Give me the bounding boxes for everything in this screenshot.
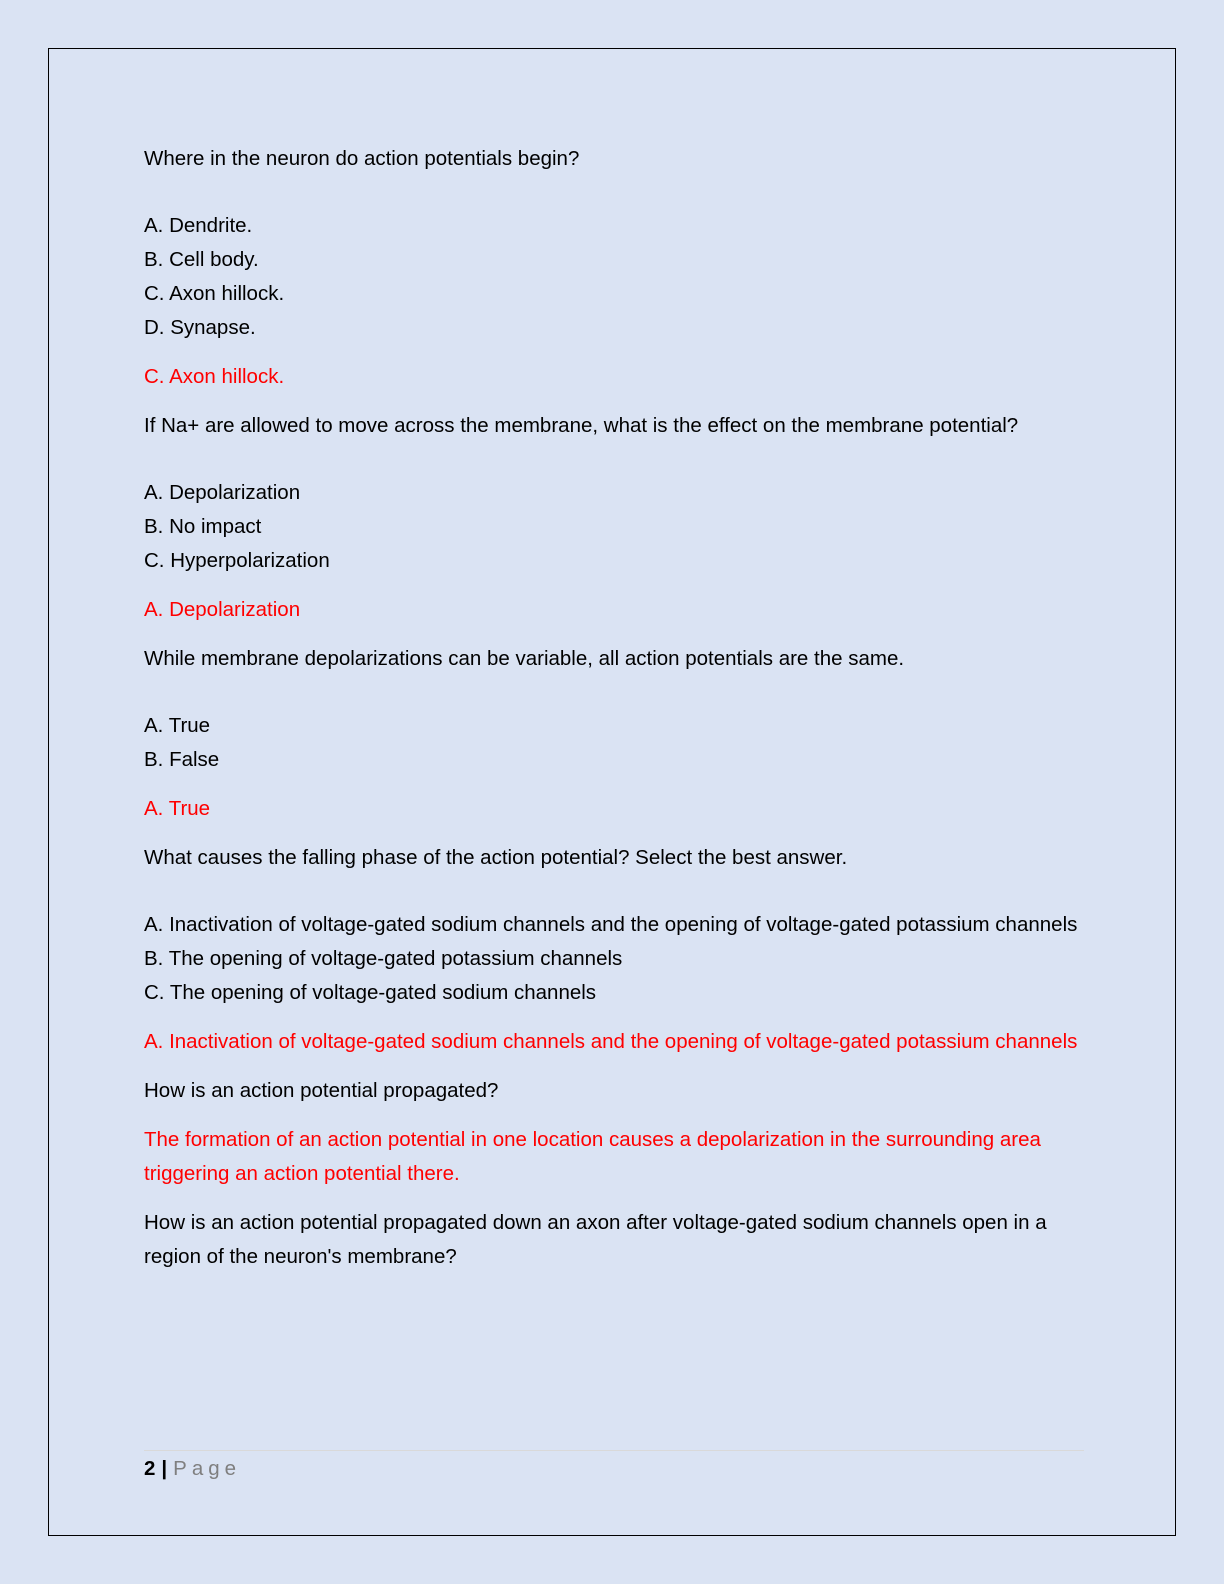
option-item: C. Hyperpolarization — [144, 549, 330, 572]
question-text: Where in the neuron do action potentials begin? — [144, 147, 580, 170]
option-item: B. The opening of voltage-gated potassium channels — [144, 947, 623, 970]
option-list — [144, 908, 1084, 1010]
answer-text: C. Axon hillock. — [144, 365, 285, 388]
page-number: 2 — [144, 1457, 156, 1480]
answer-text: A. True — [144, 797, 211, 820]
question-block-1 — [144, 142, 1084, 394]
answer-text: A. Depolarization — [144, 598, 301, 621]
option-item: B. No impact — [144, 515, 262, 538]
option-list — [144, 209, 1084, 345]
option-item: A. Dendrite. — [144, 214, 253, 237]
question-text: While membrane depolarizations can be variable, all action potentials are the same. — [144, 647, 905, 670]
question-block-3 — [144, 642, 1084, 826]
option-item: A. Depolarization — [144, 481, 301, 504]
question-block-6 — [144, 1206, 1084, 1274]
question-text: How is an action potential propagated? — [144, 1079, 499, 1102]
question-text: If Na+ are allowed to move across the membrane, what is the effect on the membrane potential? — [144, 414, 1019, 437]
answer-text: The formation of an action potential in one location causes a depolarization in the surrounding area triggering an action potential there. — [144, 1128, 1041, 1185]
option-list — [144, 709, 1084, 777]
option-item: C. The opening of voltage-gated sodium channels — [144, 981, 597, 1004]
option-list — [144, 476, 1084, 578]
page-footer — [144, 1454, 241, 1484]
question-block-5 — [144, 1074, 1084, 1191]
question-block-4 — [144, 841, 1084, 1059]
option-item: B. False — [144, 748, 220, 771]
option-item: A. Inactivation of voltage-gated sodium channels and the opening of voltage-gated potassium channels — [144, 913, 1078, 936]
option-item: A. True — [144, 714, 211, 737]
question-text: How is an action potential propagated down an axon after voltage-gated sodium channels open in a region of the neuron's membrane? — [144, 1211, 1047, 1268]
option-item: D. Synapse. — [144, 316, 256, 339]
option-item: B. Cell body. — [144, 248, 259, 271]
option-item: C. Axon hillock. — [144, 282, 285, 305]
page-label: Page — [173, 1457, 242, 1480]
document-content — [144, 142, 1084, 1307]
footer-divider — [144, 1450, 1084, 1451]
question-text: What causes the falling phase of the action potential? Select the best answer. — [144, 846, 848, 869]
question-block-2 — [144, 409, 1084, 627]
answer-text: A. Inactivation of voltage-gated sodium channels and the opening of voltage-gated potassium channels — [144, 1030, 1078, 1053]
footer-separator: | — [161, 1457, 168, 1480]
